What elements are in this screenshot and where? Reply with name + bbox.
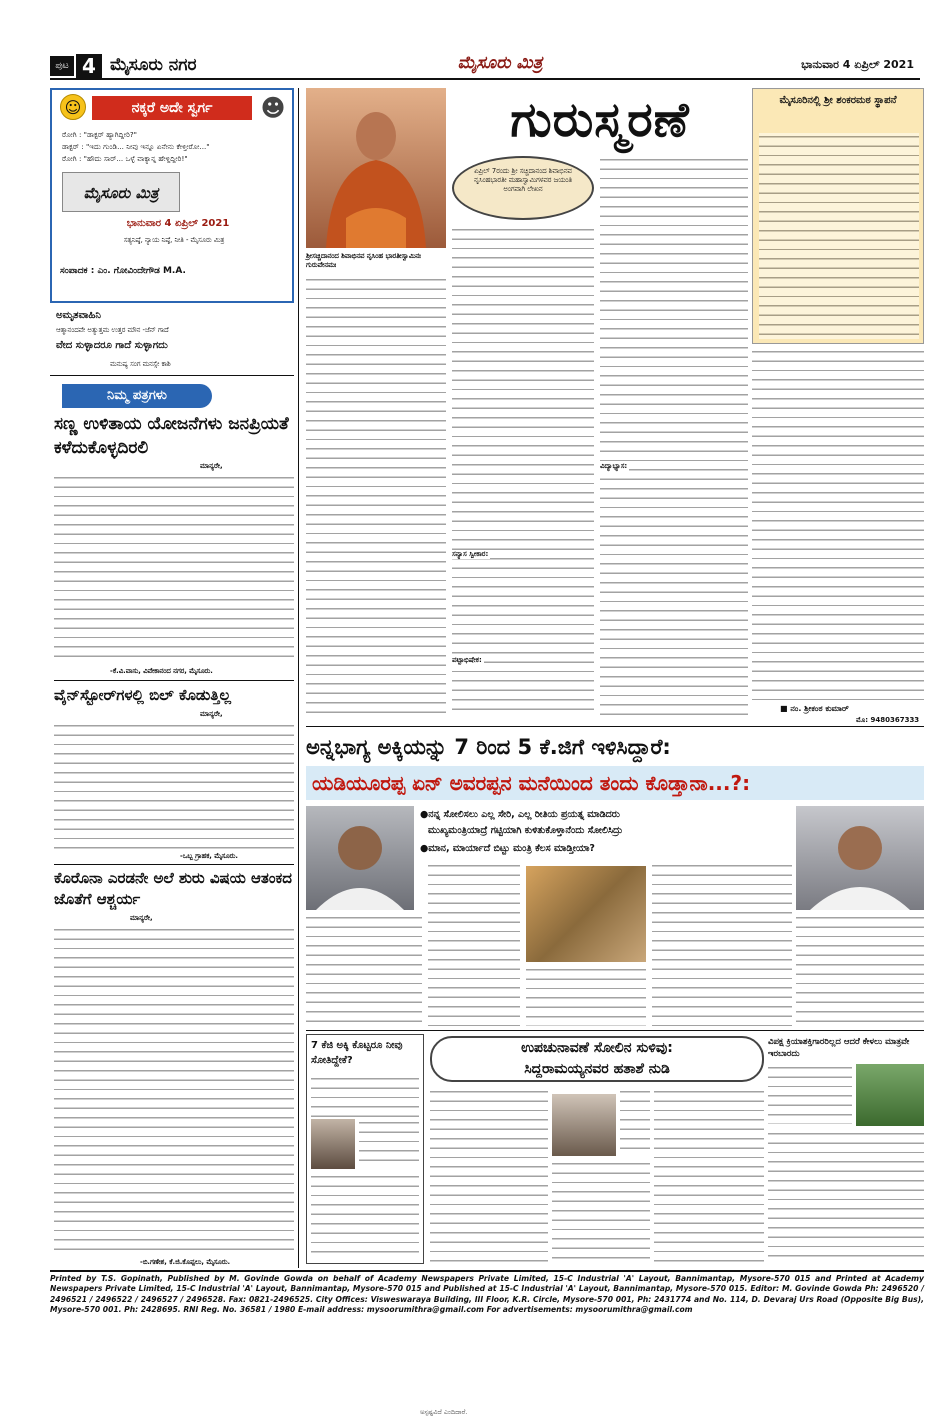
- humor-box: [50, 88, 294, 303]
- gurusmarane-title: ಗುರುಸ್ಮರಣೆ: [510, 92, 690, 148]
- letter3-salute: ಮಾನ್ಯರೇ,: [130, 914, 153, 922]
- yediyurappa-photo: [796, 806, 924, 910]
- letter2-title: ವೈನ್‌ಸ್ಟೋರ್‌ಗಳಲ್ಲಿ ಬಿಲ್ ಕೊಡುತ್ತಿಲ್ಲ: [54, 686, 231, 704]
- sidebar-story-body2: [752, 348, 924, 704]
- column-rule: [298, 88, 299, 1268]
- person-icon: [306, 806, 414, 910]
- letter3-body: [54, 926, 294, 1256]
- oval-text: ಏಪ್ರಿಲ್ 7ರಂದು ಶ್ರೀ ಸಚ್ಚಿದಾನಂದ ಶಿವಾಭಿನವ ನೃಸಿಂಹಭಾರತೀ ಮಹಾಸ್ವಾಮಿಗಳವರ ಜಯಂತಿ ಅಂಗವಾಗಿ ಲೇಖನ: [474, 167, 572, 193]
- main-col4: [652, 862, 792, 1026]
- letter1-body: [54, 474, 294, 664]
- letter2-body: [54, 722, 294, 850]
- bypoll-col3: [654, 1088, 764, 1264]
- humor-line: ರೋಗಿ : "ಹೌದು ಸಾರ್... ಒಳ್ಳೆ ವಾಕ್ಯಾನ್ನ ಹೇಳ್ದಿದ್ದೀರಿ!": [62, 154, 188, 163]
- humor-line: ರೋಗಿ : "ಡಾಕ್ಟರ್‌ ಹ್ಯಾಗಿದ್ದೀರಿ?": [62, 130, 137, 139]
- bypoll-title-1: ಉಪಚುನಾವಣೆ ಸೋಲಿನ ಸುಳಿವು:: [521, 1040, 673, 1056]
- letter3-sign: -ಬಿ.ಗಣೇಶ, ಕೆ.ಜಿ.ಕೊಪ್ಪಲು, ಮೈಸೂರು.: [140, 1258, 231, 1266]
- ration-photo: [526, 866, 646, 962]
- sidebar-byline: ■ ನಂ. ಶ್ರೀಕಂಠ ಕುಮಾರ್: [780, 704, 849, 713]
- minister-photo: [311, 1119, 355, 1169]
- laugh-face-icon: ☺: [60, 94, 86, 120]
- sidebar-story-body1: [759, 133, 919, 339]
- guru-photo: [306, 88, 446, 248]
- right-box-body2: [768, 1130, 924, 1264]
- page-header: [50, 52, 920, 80]
- letters-banner: ನಿಮ್ಮ ಪತ್ರಗಳು: [62, 384, 212, 408]
- divider: [306, 726, 924, 727]
- main-col1: [306, 914, 422, 1026]
- letter3-title: ಕೊರೊನಾ ಎರಡನೇ ಅಲೆ ಶುರು ವಿಷಯ ಆತಂಕದ ಜೊತೆಗೆ ಆಶ್ಚರ್ಯ: [54, 869, 292, 908]
- humor-line: ಡಾಕ್ಟರ್ : "ಇದು ಗುಂಡಿ... ನೀವು ಇನ್ನೂ ಏನೇನು ಕೇಳ್ತೀರೋ...": [62, 142, 210, 151]
- amrutavahini-quote: ಆತ್ಮಾನಂದವೇ ಅತ್ಯುತ್ತಮ ಉತ್ತರ ಮೌನ -ಜೆನ್ ಗಾದೆ: [56, 326, 169, 334]
- bullet-2: ಮುಖ್ಯಮಂತ್ರಿಯಾದ್ರೆ ಗಟ್ಟಿಯಾಗಿ ಕುಳಿತುಕೊಳ್ತಾನೆಂದು ಸೋಲಿಸಿದ್ರು: [428, 825, 623, 836]
- bottom-note: ಅಸ್ಪಷ್ಟವಿದೆ ಎಂದಿದಾರೆ.: [420, 1408, 468, 1416]
- bypoll-col2: [552, 1160, 650, 1264]
- bypoll-col2b: [620, 1088, 650, 1156]
- bullet-3: ●ಮಾನ, ಮಾರ್ಯಾದೆ ಬಿಟ್ಟು ಮಂತ್ರಿ ಕೆಲಸ ಮಾಡ್ತೀಯಾ?: [420, 843, 595, 854]
- subhead: ವಿದ್ಯಾಭ್ಯಾಸ:: [600, 462, 628, 470]
- letter2-sign: -ಒಬ್ಬ ಗ್ರಾಹಕ, ಮೈಸೂರು.: [180, 852, 238, 860]
- bypoll-title-box: [430, 1036, 764, 1082]
- small-box-body3: [311, 1173, 419, 1259]
- subhead: ಪಟ್ಟಾಭಿಷೇಕ:: [452, 656, 482, 664]
- letter1-title: ಸಣ್ಣ ಉಳಿತಾಯ ಯೋಜನೆಗಳು ಜನಪ್ರಿಯತೆ ಕಳೆದುಕೊಳ್ಳದಿರಲಿ: [54, 414, 289, 458]
- divider: [54, 680, 294, 681]
- humor-title: ನಕ್ಕರೆ ಅದೇ ಸ್ವರ್ಗ: [92, 96, 252, 120]
- letter2-salute: ಮಾನ್ಯರೇ,: [200, 710, 223, 718]
- editor-line: ಸಂಪಾದಕ : ಎಂ. ಗೋವಿಂದೇಗೌಡ M.A.: [60, 266, 186, 276]
- headline-2: ಯಡಿಯೂರಪ್ಪ ಏನ್ ಅವರಪ್ಪನ ಮನೆಯಿಂದ ತಂದು ಕೊಡ್ತಾನಾ...?:: [306, 766, 924, 800]
- page-number: 4: [76, 54, 102, 78]
- main-col3: [526, 966, 646, 1026]
- bypoll-photo: [552, 1094, 616, 1156]
- guru-oval: [452, 156, 594, 220]
- small-box-body2: [359, 1119, 419, 1169]
- header-date: ಭಾನುವಾರ 4 ಏಪ್ರಿಲ್ 2021: [801, 58, 914, 71]
- right-box-photo: [856, 1064, 924, 1126]
- bypoll-col1: [430, 1088, 548, 1264]
- guru-figure: [306, 88, 446, 248]
- small-box: [306, 1034, 424, 1264]
- photo-caption: ಶ್ರೀಸಚ್ಚಿದಾನಂದ ಶಿವಾಭಿನವ ನೃಸಿಂಹ ಭಾರತೀಸ್ವಾಮಿನಃ ಗುರುವೇನಮಃ: [306, 252, 421, 269]
- main-col5: [796, 914, 924, 1026]
- amrutavahini-box: [50, 308, 294, 376]
- sidebar-phone: ಮೊ: 9480367333: [856, 716, 920, 724]
- right-box-body1: [768, 1064, 852, 1124]
- page-label: ಪುಟ: [50, 56, 74, 76]
- subhead: ಸನ್ಯಾಸ ಸ್ವೀಕಾರ:: [452, 550, 489, 558]
- bypoll-title-2: ಸಿದ್ದರಾಮಯ್ಯನವರ ಹತಾಶೆ ನುಡಿ: [524, 1061, 670, 1077]
- divider: [54, 864, 294, 865]
- headline-1: ಅನ್ನಭಾಗ್ಯ ಅಕ್ಕಿಯನ್ನು 7 ರಿಂದ 5 ಕೆ.ಜಿಗೆ ಇಳಿಸಿದ್ದಾರೆ:: [306, 735, 671, 759]
- imprint: Printed by T.S. Gopinath, Published by M. Govinde Gowda on behalf of Academy Newspapers Private Limited, 15-C Industrial 'A' Layout, Bannimantap, Mysore-570 015 and Printed at Academy Newspapers Private Limited, 15-C Industrial 'A' Layout, Bannimantap, Mysore-570 015 and Published at 15-C Industrial 'A' Layout, Bannimantap, Mysore-570 015. Editor: M. Govinde Gowda Ph: 2496520 / 2496521 / 2496522 / 2496527 / 2496528. Fax: 0821-2496525. City Offices: Visweswaraya Building, III Floor, K.R. Circle, Mysore-570 001, Ph: 2431774 and No. 114, D. Devaraj Urs Road (Opposite Big Bus), Mysore-570 001. Ph: 2428695. RNI Reg. No. 36581 / 1980 E-mail address: mysoorumithra@gmail.com For advertisements: mysoorumithra@gmail.com: [50, 1274, 924, 1315]
- right-box-title: ವಿಪಕ್ಷ ಕ್ರಿಯಾಶಕ್ತಿಗಾರರಿಲ್ಲದ ಆದರೆ ಕೇಳಲು ಮಾತ್ರವೇ ಇರಬಾರದು: [768, 1037, 910, 1059]
- person-icon: [796, 806, 924, 910]
- guru-col1-body: [306, 276, 446, 718]
- masthead: ಮೈಸೂರು ಮಿತ್ರ: [457, 53, 543, 73]
- amrutavahini-proverb: ವೇದ ಸುಳ್ಳಾದರೂ ಗಾದೆ ಸುಳ್ಳಾಗದು: [56, 340, 168, 351]
- small-box-body1: [311, 1075, 419, 1117]
- section-name: ಮೈಸೂರು ನಗರ: [110, 55, 197, 75]
- letter1-sign: -ಕೆ.ವಿ.ವಾಸು, ವಿವೇಕಾನಂದ ನಗರ, ಮೈಸೂರು.: [110, 667, 213, 675]
- amrutavahini-source: ಮನುಷ್ಯ ಸಂಗ ಮನಸ್ಸೇ ಕಾಶಿ: [110, 360, 171, 368]
- siddaramaiah-photo: [306, 806, 414, 910]
- footer-rule: [50, 1270, 924, 1272]
- sidebar-story-title: ಮೈಸೂರಿನಲ್ಲಿ ಶ್ರೀ ಶಂಕರಮಠ ಸ್ಥಾಪನೆ: [779, 95, 897, 106]
- edition-date: ಭಾನುವಾರ 4 ಏಪ್ರಿಲ್ 2021: [126, 218, 230, 229]
- paper-logo: ಮೈಸೂರು ಮಿತ್ರ: [62, 172, 180, 212]
- divider: [306, 1030, 924, 1031]
- sidebar-story-box: [752, 88, 924, 344]
- cartoon-icon: ☻: [260, 94, 286, 122]
- guru-col3-body: [600, 156, 748, 718]
- letter1-salute: ಮಾನ್ಯರೇ,: [200, 462, 223, 470]
- main-col2: [428, 862, 520, 1026]
- amrutavahini-title: ಅಮೃತವಾಹಿನಿ: [56, 310, 101, 321]
- guru-col2-body: [452, 226, 594, 718]
- tagline: ಸತ್ಯನಿಷ್ಠೆ, ನ್ಯಾಯ ನಿಷ್ಠೆ, ನೀತಿ - ಮೈಸೂರು ಮಿತ್ರ: [123, 236, 225, 244]
- bullet-1: ●ನನ್ನ ಸೋಲಿಸಲು ಎಲ್ಲ ಸೇರಿ, ಎಲ್ಲ ರೀತಿಯ ಪ್ರಯತ್ನ ಮಾಡಿದರು: [420, 809, 620, 820]
- small-box-title: 7 ಕೆಜಿ ಅಕ್ಕಿ ಕೊಟ್ಟರೂ ನೀವು ಸೋತಿದ್ದೇಕೆ?: [311, 1040, 403, 1066]
